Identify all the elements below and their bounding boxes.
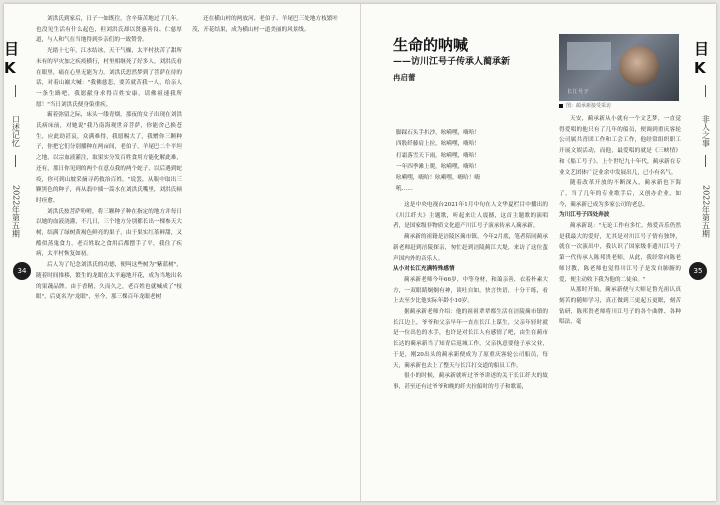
- article-subtitle: ——访川江号子传承人蔺承新: [393, 57, 511, 67]
- section-label: 非人之事: [701, 115, 711, 147]
- rail-divider: [15, 155, 16, 167]
- right-article-column-1: [393, 200, 548, 393]
- paragraph: 据蔺承新老师介绍：他的祖祖辈辈都生活在涪陵蔺市镇的长江边上，爷爷和父亲早年一直在长江上谋生，父亲年轻时就是一位出色的水手，也许是对长江人有感情了吧，由生在蔺市长达的蔺承新当了知青后返城工作，父亲执意要他子承父业，于是，刚20出头的蔺承新便成为了原重庆客轮公司船员，每天，蔺承新也去上了整天与长江打交道的船员工作。: [393, 309, 548, 369]
- lyric-line: 吆嗬嘿，嗨哈！吆嗬嘿，嗨哈！嗨: [396, 175, 480, 182]
- paragraph: 蔺承新说："无论工作有多忙，热爱音乐仍然是我最大的爱好，尤其是对川江号子情有独钟，就在一次演出中，我认识了国家级非遗川江号子第一代传承人陈邦贵老师，从此，我经常向陈老师讨教，陈老师也觉得川江号子是发自肺腑的爱，便主动收下我为他的二徒弟。": [559, 223, 681, 283]
- paragraph: 天安，蔺承新从小就有一个文艺梦，一直觉得爱唱的他只有了几年的船员，便调到重庆客轮公司属共青团工作和工会工作，他经常组织职工开展文娱活动，而他，最爱唱的就是《三峡情》和《船工号子》。上个世纪九十年代，蔺承新在专业文艺团体广泛业余中发展出几，已小有名气。: [559, 116, 681, 176]
- rail-divider: [15, 85, 16, 97]
- subheading: 为川江号子四处奔波: [559, 212, 610, 219]
- lyric-line: 脚踩石头手扒沙，吆嗬嘿，嗨哈！: [396, 130, 480, 136]
- paragraph: 还在横山村的两放河、老伯子、羊尾巴三处地方枝繁叶茂，开花结果，成为横山村一道美丽的风景线。: [192, 16, 338, 33]
- page-number: 34: [13, 262, 31, 280]
- subheading: 从小对长江充满特殊感情: [393, 266, 455, 273]
- paragraph: 刘洪氏到家后，日子一如既往，含辛茹苦地过了几年。也没见生活有什么起色，但刘洪氏却以贤惠善良、仁慈厚道，与人和气在当地得到乡亲们的一致赞誉。: [36, 16, 182, 44]
- caption-marker-icon: [559, 104, 563, 108]
- article-headline: 生命的呐喊: [393, 36, 469, 54]
- paragraph: 蔺承新老师今年66岁，中等身材，和蔼亲善，衣着朴素大方，一双眼睛炯炯有神，谈吐自如，快言快语，十分干练，看上去至少比他实际年龄小10岁。: [393, 276, 548, 305]
- paragraph: 随着改革开放的不断深入，蔺承新也下海了，当了几年的专业歌手后，又创办企业，如今，蔺承新已成为多家公司的老总。: [559, 180, 681, 208]
- photo-subject: [619, 46, 659, 86]
- caption-text: 图：蔺承新接受采访: [566, 103, 612, 109]
- page-number: 35: [689, 262, 707, 280]
- photo-background-screen: [567, 42, 611, 70]
- paragraph: 从那时开始，蔺承新便与大师足鲁光祖认真刻苦的随师学习，真正做到三更起五更眠，刻苦钻研，陈邦贵老师将川江号子的各个曲牌、各种唱法，毫: [559, 287, 681, 326]
- right-article-column-2: [559, 114, 681, 328]
- paragraph: 很小的时候，蔺承新就听过爷爷讲述的关于长江纤夫的故事，甚至还有过爷爷和晚的纤夫拉船时的号子和歌谣，: [393, 373, 548, 390]
- magazine-logo-mark: 目K: [694, 40, 709, 77]
- lyric-line: 一年四季滩上爬，吆嗬嘿，嗨哈！: [396, 163, 480, 170]
- left-article-column-1: [36, 14, 182, 303]
- photo-watermark: 长江号子: [567, 89, 590, 95]
- right-page: [361, 4, 716, 501]
- paragraph: 蔺承新的祖籍是涪陵区蔺市镇。今年2月底，笔者陪同蔺承新老师赶到涪陵探亲，匆忙赶到涪陵蔺江大堤，来访了这位蜚声国内外的音乐人。: [393, 234, 548, 262]
- section-label: 口述记忆: [11, 115, 21, 147]
- magazine-spread: [4, 4, 716, 501]
- article-author: 冉启蕾: [393, 73, 416, 82]
- paragraph: 霸着弥留之际，床头一缕青烟，那夜的女子出现在刘洪氏病床前，对她说"我乃南海观世音菩萨，你能舍己换苍生，应此劫甚哀，众满难得，我愿赐大了，我赠你三颗种子，你把它们分别播种在两亩间，老伯子，羊尾巴二个平坦之地，以宗血液灌注，取果实分发百姓食用方能化解此难，还有，那日你见到的两个在意点我的两个蛇子，以后遇到蛇疫，你可到山坡采摘寻药救治百姓。"说罢，从瓶中取出三颗黑色的种子，再从翡中插一篙水在刘洪氏嘴里，刘洪氏顿时痊愈。: [36, 112, 182, 204]
- rail-divider: [705, 155, 706, 167]
- lyric-line: 四股纤藤肩上拉，吆嗬嘿，嗨哈！: [396, 141, 480, 148]
- lyric-line: 吼……: [396, 186, 413, 193]
- paragraph: 这是中央电视台2021年1月中旬在人文华夏栏目中播出的《川江纤夫》主题歌，听起来让人震撼，这首主题歌的演唱者，是国家级非物质文化遗产川江号子演承传承人蔺承新。: [393, 202, 548, 230]
- paragraph: 后人为了纪念刘洪氏的功德，便叫这些树为"紫蓝树"，随着时间推移，繁生的龙眼在太平遍地开花，成为当地出名的果蔬品牌。由于香精，久而久之，老百姓也就喊成了"枝眼"，后更名为"龙眼"，至今，那三棵百年龙眼老树: [36, 262, 182, 301]
- left-article-column-2: [192, 14, 338, 35]
- left-side-rail: [4, 4, 26, 501]
- issue-label: 2022年第五期: [701, 185, 711, 238]
- song-lyrics: [396, 128, 548, 196]
- magazine-logo-mark: 目K: [4, 40, 19, 77]
- rail-divider: [705, 85, 706, 97]
- issue-label: 2022年第五期: [11, 185, 21, 238]
- paragraph: 刘洪氏按菩萨吩咐，将三颗种子种在指定的地方并每日以她的血液浇灌，不几日，三个地方分别都长出一棵参天大树，结满了绿树黄褐色鲜亮的果子，由于果实红茶鲜甜，又酷似蒸鬼食力，老百姓取之食用后都摆手了平，我住了疾病，太平村恢复如初。: [36, 208, 182, 258]
- right-side-rail: [694, 4, 716, 501]
- left-page: [4, 4, 361, 501]
- paragraph: 光绪十七年，江水结冰，天干气燥，太平村扶苦了甜所未有的早灾加之疾疫横行，村里相继死了好多人。刘洪氏看在眼里，痛在心里无能为力。刘洪氏思然梦到了菩萨在待的话，对着山巅大喊："我佛慈悲，要苦就苦我一人，给亲人一条生路吧，我愿献身求得百姓安康，请佛祖速我所愿！"当日刘洪氏便身染重疾。: [36, 48, 182, 108]
- photo-caption: [559, 102, 679, 109]
- interview-photo: [559, 34, 679, 101]
- lyric-line: 打霜落雪天下雨，吆嗬嘿，嗨哈！: [396, 152, 480, 159]
